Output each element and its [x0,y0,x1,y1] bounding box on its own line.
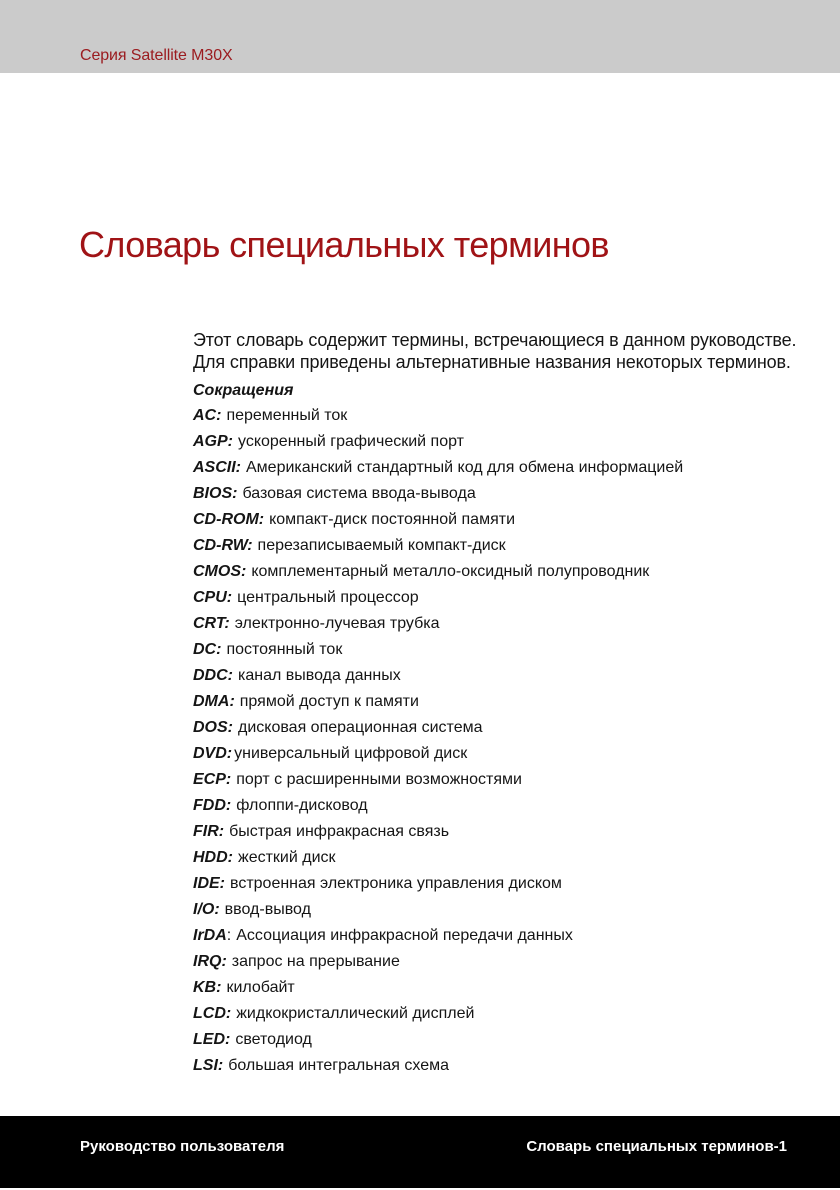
term-definition: постоянный ток [226,641,343,658]
term-abbr: CRT: [193,615,230,632]
term-item [193,585,803,611]
term-definition: жесткий диск [238,849,336,866]
term-item [193,455,803,481]
term-abbr: DMA: [193,693,235,710]
term-definition: дисковая операционная система [238,719,483,736]
term-item [193,949,803,975]
term-abbr: CD-ROM: [193,511,265,528]
term-definition: порт с расширенными возможностями [236,771,522,788]
term-definition: запрос на прерывание [231,953,400,970]
term-definition: большая интегральная схема [228,1057,450,1074]
term-definition: универсальный цифровой диск [234,745,468,762]
term-abbr: CD-RW: [193,537,253,554]
term-definition: комплементарный металло-оксидный полупроводник [251,563,650,580]
term-abbr: AGP: [193,433,233,450]
term-item [193,845,803,871]
term-separator: : [226,927,232,944]
term-item [193,637,803,663]
glossary-content [193,330,803,1079]
term-item [193,403,803,429]
term-abbr: FIR: [193,823,225,840]
term-abbr: ASCII: [193,459,241,476]
term-abbr: LED: [193,1031,231,1048]
term-definition: жидкокристаллический дисплей [236,1005,475,1022]
term-item [193,533,803,559]
term-item [193,1027,803,1053]
term-definition: ускоренный графический порт [238,433,464,450]
term-item [193,663,803,689]
term-abbr: I/O: [193,901,220,918]
term-abbr: AC: [193,407,222,424]
term-definition: Американский стандартный код для обмена информацией [246,459,684,476]
term-definition: компакт-диск постоянной памяти [269,511,516,528]
term-item [193,819,803,845]
term-abbr: IrDA [193,927,227,944]
footer-manual-title: Руководство пользователя [80,1138,285,1155]
series-title: Серия Satellite M30X [80,47,233,64]
term-abbr: HDD: [193,849,233,866]
term-abbr: LCD: [193,1005,232,1022]
term-definition: центральный процессор [237,589,419,606]
term-abbr: ECP: [193,771,232,788]
term-item [193,871,803,897]
term-definition: электронно-лучевая трубка [234,615,440,632]
term-definition: переменный ток [226,407,348,424]
term-item [193,689,803,715]
term-definition: канал вывода данных [238,667,401,684]
term-definition: флоппи-дисковод [236,797,368,814]
term-item [193,767,803,793]
term-abbr: IDE: [193,875,225,892]
header-band [0,0,840,73]
term-definition: ввод-вывод [224,901,311,918]
term-item [193,793,803,819]
term-definition: прямой доступ к памяти [239,693,419,710]
term-definition: перезаписываемый компакт-диск [257,537,506,554]
term-item [193,715,803,741]
term-item [193,923,803,949]
term-item [193,559,803,585]
term-abbr: CMOS: [193,563,247,580]
term-definition: базовая система ввода-вывода [242,485,476,502]
page-title: Словарь специальных терминов [79,224,609,265]
term-abbr: BIOS: [193,485,238,502]
term-abbr: KB: [193,979,222,996]
term-abbr: DOS: [193,719,233,736]
term-abbr: LSI: [193,1057,224,1074]
term-item [193,481,803,507]
intro-paragraph: Этот словарь содержит термины, встречающиеся в данном руководстве. Для справки приведены альтернативные названия некоторых терминов. [193,330,797,372]
term-item [193,1053,803,1079]
footer-page-number: Словарь специальных терминов-1 [526,1138,787,1155]
term-abbr: IRQ: [193,953,227,970]
term-definition: килобайт [226,979,295,996]
terms-list [193,403,803,1079]
term-abbr: FDD: [193,797,232,814]
term-item [193,507,803,533]
term-abbr: DVD: [193,745,233,762]
term-item [193,975,803,1001]
term-definition: Ассоциация инфракрасной передачи данных [236,927,573,944]
term-item [193,897,803,923]
section-heading-abbreviations: Сокращения [193,382,294,399]
term-item [193,611,803,637]
term-item [193,1001,803,1027]
term-abbr: CPU: [193,589,233,606]
term-definition: светодиод [235,1031,312,1048]
term-definition: быстрая инфракрасная связь [229,823,450,840]
term-abbr: DC: [193,641,222,658]
term-item [193,741,803,767]
term-abbr: DDC: [193,667,233,684]
term-item [193,429,803,455]
term-definition: встроенная электроника управления диском [230,875,562,892]
footer-band [0,1116,840,1188]
